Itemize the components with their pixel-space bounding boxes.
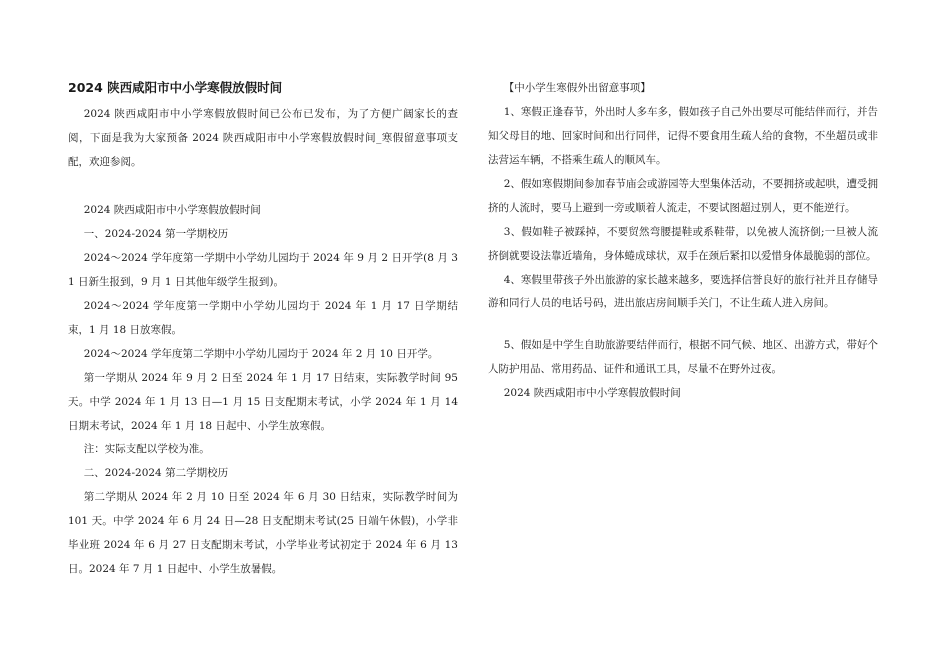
section-heading-second-term: 二、2024-2024 第二学期校历 — [83, 467, 229, 480]
note: 注：实际支配以学校为准。 — [83, 443, 210, 456]
document-title: 2024 陕西咸阳市中小学寒假放假时间 — [68, 80, 283, 95]
safety-item-1: 1、寒假正逢春节，外出时人多车多，假如孩子自己外出要尽可能结伴而行，并告知父母目的地、回家时间和出行同伴，记得不要食用生疏人给的食物，不坐超员或非法营运车辆，不搭乘生疏人的顺风车。 — [488, 105, 878, 166]
left-column — [68, 80, 458, 582]
safety-item-4: 4、寒假里带孩子外出旅游的家长越来越多，要选择信誉良好的旅行社并且存储导游和同行人员的电话号码，进出旅店房间顺手关门，不让生疏人进入房间。 — [488, 273, 878, 310]
right-column — [488, 80, 878, 406]
paragraph-first-term-details: 第一学期从 2024 年 9 月 2 日至 2024 年 1 月 17 日结束，实际教学时间 95 天。中学 2024 年 1 月 13 日—1 月 15 日支配期末考试，小学 2024 年 1 月 14 日期末考试，2024 年 1 月 18 日起中、小学生放寒假。 — [68, 371, 458, 432]
section-heading-first-term: 一、2024-2024 第一学期校历 — [83, 228, 229, 240]
safety-heading: 【中小学生寒假外出留意事项】 — [503, 82, 651, 94]
paragraph-first-term-start: 2024～2024 学年度第一学期中小学幼儿园均于 2024 年 9 月 2 日开学(8 月 31 日新生报到，9 月 1 日其他年级学生报到)。 — [68, 251, 458, 288]
safety-item-2: 2、假如寒假期间参加春节庙会或游园等大型集体活动，不要拥挤或起哄，遭受拥挤的人流时，要马上避到一旁或顺着人流走，不要试图超过别人，更不能逆行。 — [488, 177, 878, 214]
paragraph-second-term-start: 2024～2024 学年度第二学期中小学幼儿园均于 2024 年 2 月 10 日开学。 — [83, 347, 439, 360]
paragraph-second-term-details: 第二学期从 2024 年 2 月 10 日至 2024 年 6 月 30 日结束，实际教学时间为 101 天。中学 2024 年 6 月 24 日—28 日支配期末考试(25 日端午休假)，小学非毕业班 2024 年 6 月 27 日支配期末考试，小学毕业考试初定于 2024 年 6 月 13 日。2024 年 7 月 1 日起中、小学生放暑假。 — [68, 491, 458, 576]
paragraph-first-term-end: 2024～2024 学年度第一学期中小学幼儿园均于 2024 年 1 月 17 日学期结束，1 月 18 日放寒假。 — [68, 299, 458, 336]
safety-item-5: 5、假如是中学生自助旅游要结伴而行，根据不同气候、地区、出游方式，带好个人防护用品、常用药品、证件和通讯工具，尽量不在野外过夜。 — [488, 339, 878, 376]
intro-paragraph: 2024 陕西咸阳市中小学寒假放假时间已公布已发布，为了方便广阔家长的查阅，下面是我为大家预备 2024 陕西咸阳市中小学寒假放假时间_寒假留意事项支配，欢迎参阅。 — [68, 108, 458, 169]
subtitle: 2024 陕西咸阳市中小学寒假放假时间 — [83, 204, 261, 217]
safety-item-3: 3、假如鞋子被踩掉，不要贸然弯腰提鞋或系鞋带，以免被人流挤倒;一旦被人流挤倒就要设法靠近墙角，身体蜷成球状，双手在颈后紧扣以爱惜身体最脆弱的部位。 — [488, 225, 878, 262]
footer-text: 2024 陕西咸阳市中小学寒假放假时间 — [503, 387, 681, 400]
